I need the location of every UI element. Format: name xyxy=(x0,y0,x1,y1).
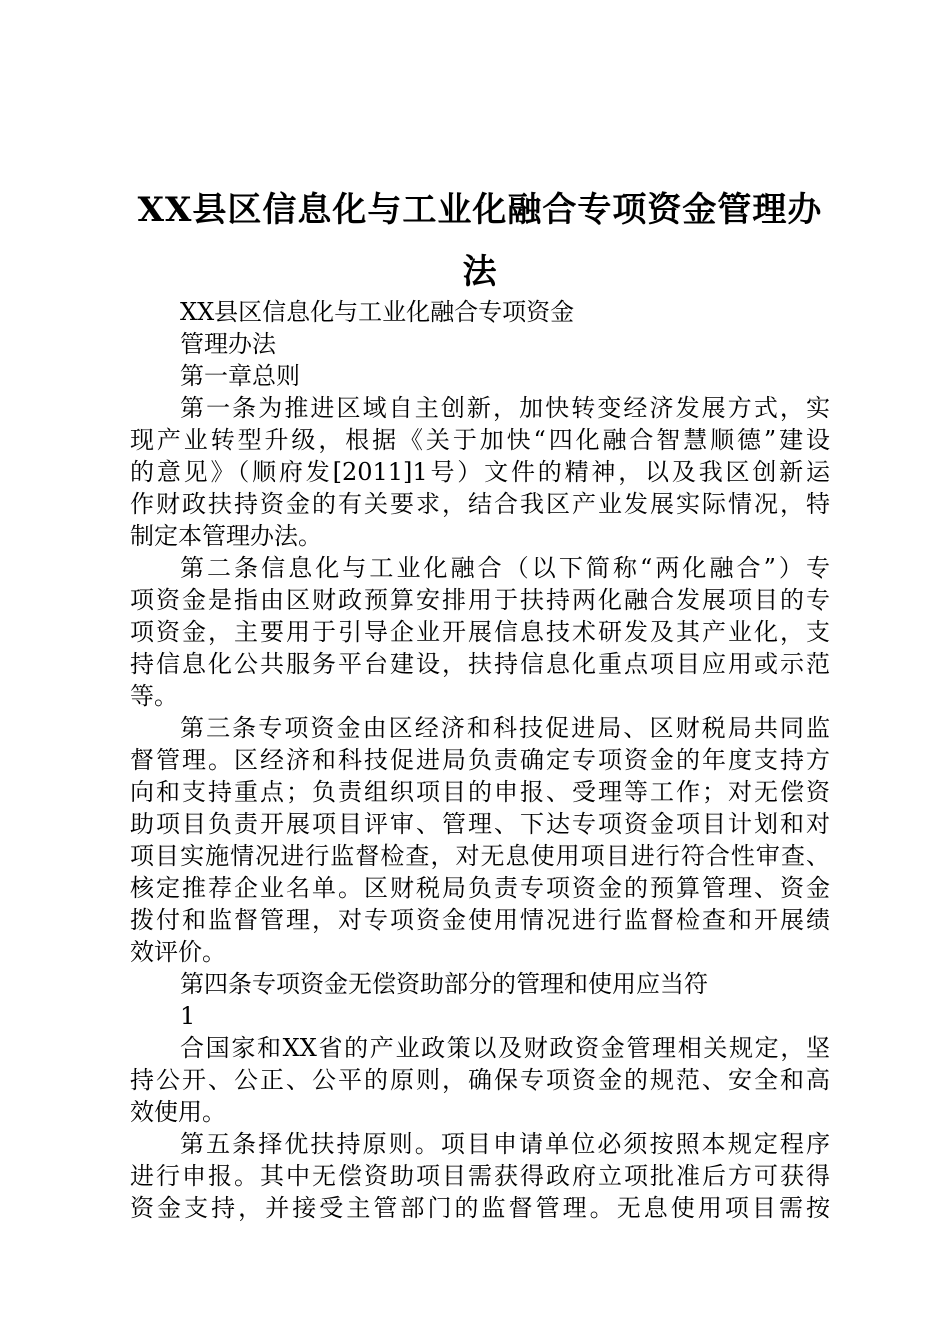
paragraph-line: 第五条择优扶持原则。项目申请单位必须按照本规定程序 xyxy=(180,1130,830,1158)
paragraph-line: 的意见》（顺府发[2011]1号）文件的精神，以及我区创新运 xyxy=(130,458,830,486)
paragraph-line: 等。 xyxy=(130,682,178,710)
paragraph-line: 第四条专项资金无偿资助部分的管理和使用应当符 xyxy=(180,970,708,998)
paragraph-line: 项资金，主要用于引导企业开展信息技术研发及其产业化，支 xyxy=(130,618,830,646)
paragraph-line: 拨付和监督管理，对专项资金使用情况进行监督检查和开展绩 xyxy=(130,906,830,934)
paragraph-line: 第三条专项资金由区经济和科技促进局、区财税局共同监 xyxy=(180,714,830,742)
paragraph-line: 制定本管理办法。 xyxy=(130,522,322,550)
paragraph-line: 督管理。区经济和科技促进局负责确定专项资金的年度支持方 xyxy=(130,746,830,774)
paragraph-line: 作财政扶持资金的有关要求，结合我区产业发展实际情况，特 xyxy=(130,490,830,518)
paragraph-line: 项资金是指由区财政预算安排用于扶持两化融合发展项目的专 xyxy=(130,586,830,614)
subtitle-line: XX县区信息化与工业化融合专项资金 xyxy=(180,298,575,326)
paragraph-line: 第二条信息化与工业化融合（以下简称“两化融合”）专 xyxy=(180,554,830,582)
paragraph-line: 持信息化公共服务平台建设，扶持信息化重点项目应用或示范 xyxy=(130,650,830,678)
paragraph-line: 效评价。 xyxy=(130,938,226,966)
document-title-line-2: 法 xyxy=(462,252,498,292)
paragraph-line: 进行申报。其中无偿资助项目需获得政府立项批准后方可获得 xyxy=(130,1162,830,1190)
paragraph-line: 效使用。 xyxy=(130,1098,226,1126)
paragraph-line: 持公开、公正、公平的原则，确保专项资金的规范、安全和高 xyxy=(130,1066,830,1094)
paragraph-line: 项目实施情况进行监督检查，对无息使用项目进行符合性审查、 xyxy=(130,842,830,870)
chapter-heading: 第一章总则 xyxy=(180,362,300,390)
subtitle-line: 管理办法 xyxy=(180,330,276,358)
paragraph-line: 资金支持，并接受主管部门的监督管理。无息使用项目需按 xyxy=(130,1194,830,1222)
paragraph-line: 现产业转型升级，根据《关于加快“四化融合智慧顺德”建设 xyxy=(130,426,830,454)
page-number: 1 xyxy=(180,1002,196,1030)
document-title-line-1: XX县区信息化与工业化融合专项资金管理办 xyxy=(137,190,823,230)
paragraph-line: 合国家和XX省的产业政策以及财政资金管理相关规定，坚 xyxy=(180,1034,830,1062)
paragraph-line: 助项目负责开展项目评审、管理、下达专项资金项目计划和对 xyxy=(130,810,830,838)
document-body xyxy=(130,296,830,1224)
paragraph-line: 向和支持重点；负责组织项目的申报、受理等工作；对无偿资 xyxy=(130,778,830,806)
paragraph-line: 核定推荐企业名单。区财税局负责专项资金的预算管理、资金 xyxy=(130,874,830,902)
paragraph-line: 第一条为推进区域自主创新，加快转变经济发展方式，实 xyxy=(180,394,830,422)
